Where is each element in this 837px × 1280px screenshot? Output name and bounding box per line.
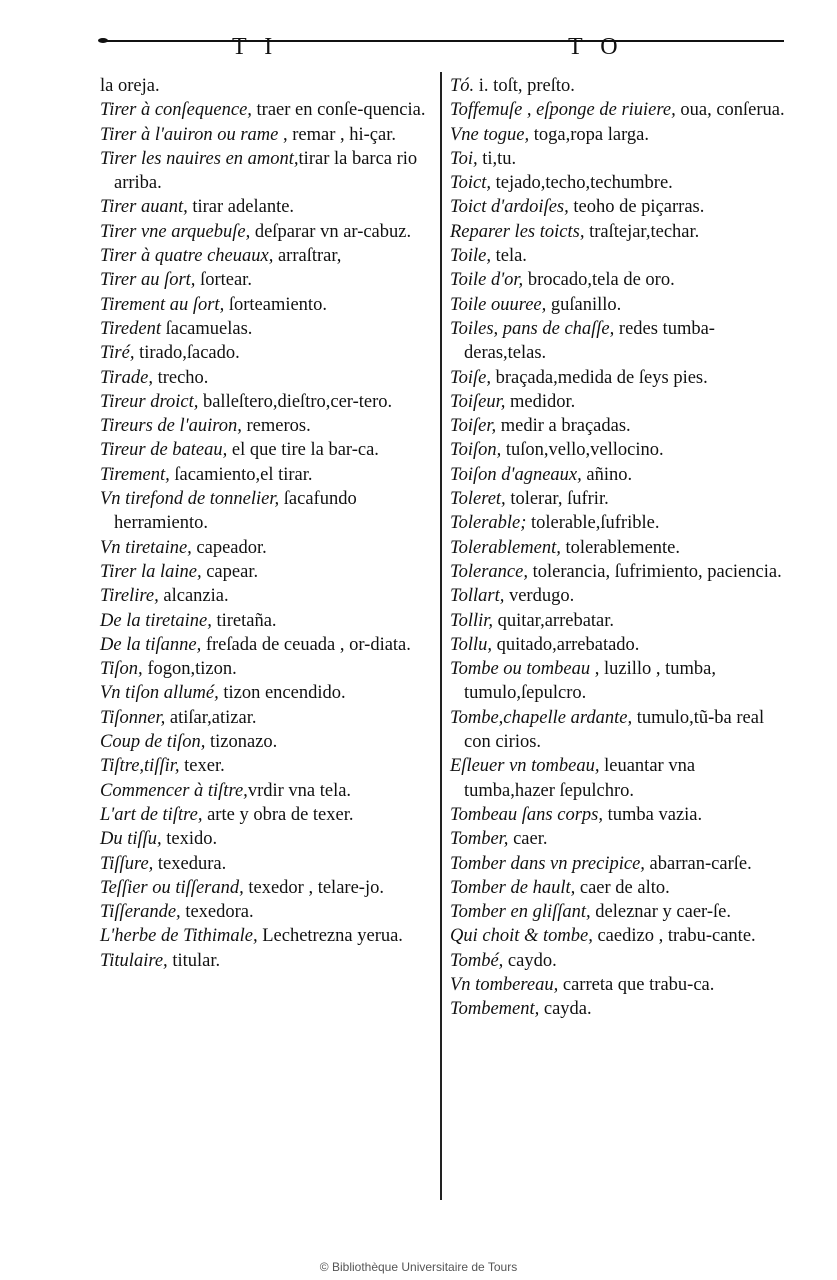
entry-translation: , luzillo , tumba, tumulo,ſepulcro. (464, 659, 717, 704)
entry-translation: carreta que trabu-ca. (558, 974, 715, 995)
entry-headword: Eſleuer vn tombeau, (450, 756, 600, 777)
dictionary-entry (450, 706, 785, 755)
entry-headword: Tollu, (450, 634, 492, 655)
entry-translation: tirado,ſacado. (134, 343, 240, 364)
entry-translation: tirar adelante. (187, 197, 295, 218)
entry-headword: Toi, (450, 148, 478, 169)
dictionary-entry (450, 973, 785, 997)
dictionary-entry (450, 463, 785, 487)
entry-headword: Tiré, (100, 343, 135, 364)
entry-headword: Toiſer, (450, 416, 497, 437)
entry-translation: redes tumba-deras,telas. (464, 318, 715, 364)
entry-headword: Tirement au ſort, (100, 294, 225, 315)
entry-translation: Lechetrezna yerua. (257, 926, 403, 947)
running-head-right: T O (568, 34, 624, 60)
entry-headword: Toiles, pans de chaſſe, (450, 318, 615, 339)
entry-headword: Tirer les nauires en amont, (100, 148, 299, 169)
entry-headword: Tirer vne arquebuſe, (100, 221, 251, 242)
entry-headword: Tiſtre,tiſſir, (100, 756, 180, 777)
entry-headword: Du tiſſu, (100, 829, 162, 850)
entry-headword: L'art de tiſtre, (100, 804, 203, 825)
entry-translation: tizonazo. (205, 732, 278, 753)
dictionary-entry (450, 293, 785, 317)
entry-headword: Tolerance, (450, 561, 528, 582)
entry-translation: tizon encendido. (218, 683, 346, 704)
entry-translation: ſortear. (195, 270, 252, 291)
entry-headword: Toict d'ardoiſes, (450, 197, 569, 218)
dictionary-entry (100, 924, 430, 948)
entry-headword: Vn tiſon allumé, (100, 683, 219, 704)
dictionary-entry (450, 171, 785, 195)
dictionary-entry (450, 98, 785, 122)
dictionary-entry (100, 390, 430, 414)
entry-translation: tolerar, ſufrir. (505, 489, 609, 510)
entry-translation: vrdir vna tela. (247, 780, 352, 801)
entry-translation: texedora. (180, 902, 254, 923)
running-head-left: T I (232, 34, 279, 60)
entry-translation: la oreja. (100, 76, 160, 96)
entry-translation: ſorteamiento. (224, 294, 327, 315)
dictionary-entry (100, 779, 430, 803)
entry-headword: Reparer les toicts, (450, 221, 585, 242)
dictionary-entry (100, 74, 430, 98)
entry-headword: Tirade, (100, 367, 153, 388)
dictionary-entry (100, 147, 430, 196)
left-column (100, 74, 430, 973)
entry-headword: Tomber dans vn precipice, (450, 853, 645, 874)
entry-headword: Tomber, (450, 829, 509, 850)
dictionary-entry (100, 317, 430, 341)
dictionary-entry (100, 852, 430, 876)
entry-headword: Toile, (450, 246, 491, 267)
dictionary-entry (100, 244, 430, 268)
entry-headword: Toleret, (450, 489, 506, 510)
dictionary-entry (100, 268, 430, 292)
dictionary-entry (450, 511, 785, 535)
entry-headword: Tirer au ſort, (100, 270, 196, 291)
entry-headword: Tomber de hault, (450, 877, 576, 898)
entry-translation: leuantar vna tumba,hazer ſepulchro. (464, 756, 696, 801)
entry-headword: Tiſonner, (100, 707, 166, 728)
dictionary-entry (100, 827, 430, 851)
dictionary-entry (100, 341, 430, 365)
entry-headword: Toffemuſe , eſponge de riuiere, (450, 100, 676, 121)
entry-translation: el que tire la bar-ca. (227, 440, 379, 461)
entry-headword: L'herbe de Tithimale, (100, 926, 258, 947)
entry-headword: Tirer à quatre cheuaux, (100, 246, 274, 267)
dictionary-entry (450, 268, 785, 292)
entry-headword: Vn tiretaine, (100, 537, 192, 558)
entry-translation: ſacamuelas. (160, 318, 253, 339)
dictionary-entry (100, 438, 430, 462)
entry-translation: , remar , hi-çar. (278, 124, 396, 145)
entry-headword: Tolerable; (450, 513, 527, 534)
dictionary-entry (450, 438, 785, 462)
entry-headword: Titulaire, (100, 950, 168, 971)
dictionary-entry (450, 536, 785, 560)
entry-translation: guſanillo. (546, 294, 622, 315)
entry-translation: tumulo,tũ-ba real con cirios. (464, 707, 765, 753)
entry-headword: Tombe ou tombeau (450, 659, 591, 680)
entry-translation: traſtejar,techar. (584, 221, 700, 242)
entry-translation: caedizo , trabu-cante. (592, 926, 756, 947)
entry-headword: Tirer la laine, (100, 561, 202, 582)
dictionary-entry (450, 414, 785, 438)
dictionary-entry (450, 754, 785, 803)
dictionary-entry (100, 293, 430, 317)
entry-headword: Tombé, (450, 950, 504, 971)
dictionary-entry (100, 657, 430, 681)
entry-translation: trecho. (152, 367, 209, 388)
entry-headword: Qui choit & tombe, (450, 926, 593, 947)
entry-translation: tela. (490, 246, 527, 267)
entry-translation: oua, conſerua. (675, 100, 785, 121)
dictionary-entry (450, 123, 785, 147)
entry-translation: tiretaña. (211, 610, 277, 631)
dictionary-entry (450, 220, 785, 244)
entry-translation: teoho de piçarras. (568, 197, 705, 218)
dictionary-entry (100, 609, 430, 633)
entry-headword: Toiſe, (450, 367, 491, 388)
dictionary-entry (450, 584, 785, 608)
entry-headword: Vn tirefond de tonnelier, (100, 489, 280, 510)
entry-headword: Coup de tiſon, (100, 732, 206, 753)
entry-headword: Tiſſerande, (100, 902, 181, 923)
entry-headword: Toict, (450, 173, 491, 194)
dictionary-entry (450, 147, 785, 171)
dictionary-entry (450, 487, 785, 511)
dictionary-entry (450, 317, 785, 366)
dictionary-entry (450, 195, 785, 219)
entry-translation: titular. (167, 950, 221, 971)
entry-translation: freſada de ceuada , or-diata. (201, 634, 411, 655)
dictionary-entry (100, 366, 430, 390)
dictionary-entry (450, 924, 785, 948)
dictionary-entry (100, 754, 430, 778)
entry-headword: Tirer à conſequence, (100, 100, 252, 121)
entry-translation: capear. (201, 561, 259, 582)
entry-translation: tirar la barca rio arriba. (114, 148, 418, 194)
entry-headword: Tiſon, (100, 659, 143, 680)
entry-translation: ſacafundo herramiento. (114, 489, 357, 534)
dictionary-entry (100, 876, 430, 900)
entry-headword: Tirer auant, (100, 197, 188, 218)
entry-headword: Tomber en gliſſant, (450, 902, 591, 923)
dictionary-entry (450, 633, 785, 657)
dictionary-entry (100, 730, 430, 754)
entry-translation: fogon,tizon. (142, 659, 237, 680)
entry-translation: medidor. (505, 391, 576, 412)
entry-translation: caer de alto. (575, 877, 670, 898)
dictionary-entry (450, 244, 785, 268)
entry-headword: Tireur de bateau, (100, 440, 228, 461)
copyright-footer: © Bibliothèque Universitaire de Tours (319, 1260, 518, 1274)
entry-headword: Toiſon d'agneaux, (450, 464, 582, 485)
entry-translation: medir a braçadas. (496, 416, 631, 437)
dictionary-entry (100, 414, 430, 438)
entry-translation: quitar,arrebatar. (493, 610, 615, 631)
entry-translation: tejado,techo,techumbre. (490, 173, 673, 194)
entry-translation: tolerablemente. (560, 537, 681, 558)
entry-translation: i. toſt, preſto. (474, 76, 575, 96)
entry-headword: Tiſſure, (100, 853, 154, 874)
entry-headword: Tombement, (450, 999, 540, 1020)
entry-translation: verdugo. (504, 586, 575, 607)
entry-translation: texedura. (153, 853, 227, 874)
entry-headword: Vne togue, (450, 124, 530, 145)
entry-translation: arte y obra de texer. (202, 804, 354, 825)
dictionary-entry (100, 98, 430, 122)
entry-translation: brocado,tela de oro. (523, 270, 675, 291)
entry-translation: deſparar vn ar-cabuz. (250, 221, 412, 242)
entry-translation: texer. (179, 756, 225, 777)
entry-translation: quitado,arrebatado. (492, 634, 640, 655)
dictionary-entry (100, 220, 430, 244)
entry-translation: cayda. (539, 999, 592, 1020)
entry-headword: Tolerablement, (450, 537, 561, 558)
dictionary-entry (450, 657, 785, 706)
entry-translation: capeador. (191, 537, 267, 558)
dictionary-entry (100, 123, 430, 147)
entry-translation: tolerancia, ſufrimiento, paciencia. (527, 561, 782, 582)
entry-translation: caydo. (503, 950, 557, 971)
entry-headword: Tombe,chapelle ardante, (450, 707, 633, 728)
entry-translation: atiſar,atizar. (165, 707, 257, 728)
entry-translation: caer. (508, 829, 548, 850)
entry-translation: arraſtrar, (273, 246, 342, 267)
entry-translation: texido. (161, 829, 218, 850)
dictionary-entry (100, 487, 430, 536)
entry-headword: Tollart, (450, 586, 505, 607)
dictionary-entry (450, 560, 785, 584)
entry-headword: Toiſon, (450, 440, 502, 461)
entry-headword: Tirelire, (100, 586, 159, 607)
entry-headword: De la tiretaine, (100, 610, 212, 631)
entry-headword: De la tiſanne, (100, 634, 202, 655)
entry-headword: Commencer à tiſtre, (100, 780, 248, 801)
header-rule (104, 40, 784, 42)
dictionary-entry (100, 633, 430, 657)
dictionary-entry (450, 803, 785, 827)
entry-translation: texedor , telare-jo. (243, 877, 384, 898)
dictionary-entry (100, 584, 430, 608)
entry-translation: tumba vazia. (603, 804, 703, 825)
entry-translation: abarran-carſe. (644, 853, 752, 874)
entry-headword: Toile ouuree, (450, 294, 547, 315)
dictionary-entry (100, 706, 430, 730)
entry-translation: toga,ropa larga. (529, 124, 649, 145)
column-divider (440, 72, 442, 1200)
entry-translation: ſacamiento,el tirar. (169, 464, 313, 485)
dictionary-entry (100, 463, 430, 487)
entry-translation: añino. (581, 464, 633, 485)
dictionary-entry (100, 949, 430, 973)
entry-translation: ti,tu. (477, 148, 517, 169)
dictionary-entry (100, 536, 430, 560)
dictionary-entry (450, 949, 785, 973)
entry-headword: Tireurs de l'auiron, (100, 416, 242, 437)
dictionary-entry (450, 900, 785, 924)
entry-headword: Tombeau ſans corps, (450, 804, 603, 825)
dictionary-entry (100, 900, 430, 924)
entry-headword: Toiſeur, (450, 391, 506, 412)
entry-headword: Tiredent (100, 318, 161, 339)
dictionary-entry (450, 74, 785, 98)
right-column (450, 74, 785, 1022)
dictionary-entry (100, 681, 430, 705)
dictionary-entry (450, 390, 785, 414)
entry-headword: Toile d'or, (450, 270, 524, 291)
entry-translation: traer en conſe-quencia. (251, 100, 426, 121)
dictionary-entry (100, 195, 430, 219)
dictionary-entry (450, 827, 785, 851)
entry-headword: Tireur droict, (100, 391, 199, 412)
dictionary-entry (450, 366, 785, 390)
entry-headword: Vn tombereau, (450, 974, 559, 995)
entry-translation: tuſon,vello,vellocino. (501, 440, 664, 461)
entry-translation: deleznar y caer-ſe. (590, 902, 731, 923)
entry-headword: Tirer à l'auiron ou rame (100, 124, 279, 145)
dictionary-entry (100, 560, 430, 584)
dictionary-entry (450, 852, 785, 876)
entry-headword: Tó. (450, 76, 475, 96)
dictionary-entry (450, 876, 785, 900)
dictionary-entry (450, 609, 785, 633)
dictionary-entry (450, 997, 785, 1021)
entry-translation: alcanzia. (158, 586, 229, 607)
entry-translation: braçada,medida de ſeys pies. (490, 367, 708, 388)
entry-translation: tolerable,ſufrible. (526, 513, 660, 534)
dictionary-entry (100, 803, 430, 827)
entry-headword: Tollir, (450, 610, 494, 631)
entry-headword: Teſſier ou tiſſerand, (100, 877, 244, 898)
entry-translation: balleſtero,dieſtro,cer-tero. (198, 391, 393, 412)
entry-translation: remeros. (241, 416, 311, 437)
entry-headword: Tirement, (100, 464, 170, 485)
